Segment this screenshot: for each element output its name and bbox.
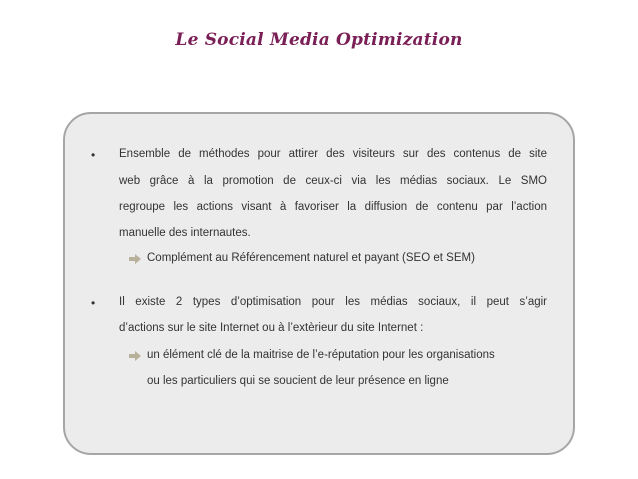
bullet-marker: • — [91, 148, 96, 162]
content-panel — [63, 112, 575, 455]
slide-title: Le Social Media Optimization — [175, 30, 463, 50]
sub-item-2-line-1: un élément clé de la maitrise de l’e-réputation pour les organisations — [147, 349, 495, 361]
arrow-right-icon — [129, 351, 141, 361]
bullet-1-line-2: web grâce à la promotion de ceux-ci via les médias sociaux. Le SMO — [119, 175, 547, 187]
bullet-1-line-1: Ensemble de méthodes pour attirer des visiteurs sur des contenus de site — [119, 148, 547, 160]
sub-item-1-line-1: Complément au Référencement naturel et payant (SEO et SEM) — [147, 252, 475, 264]
sub-item-2-line-2: ou les particuliers qui se soucient de leur présence en ligne — [147, 375, 449, 387]
bullet-1-line-3: regroupe les actions visant à favoriser la diffusion de contenu par l’action — [119, 201, 547, 213]
content-body — [65, 114, 573, 453]
bullet-2-line-1: Il existe 2 types d’optimisation pour les médias sociaux, il peut s’agir — [119, 296, 547, 308]
bullet-2-line-2: d’actions sur le site Internet ou à l’extèrieur du site Internet : — [119, 322, 424, 334]
bullet-1-line-4: manuelle des internautes. — [119, 227, 251, 239]
arrow-right-icon — [129, 254, 141, 264]
bullet-marker: • — [91, 296, 96, 310]
